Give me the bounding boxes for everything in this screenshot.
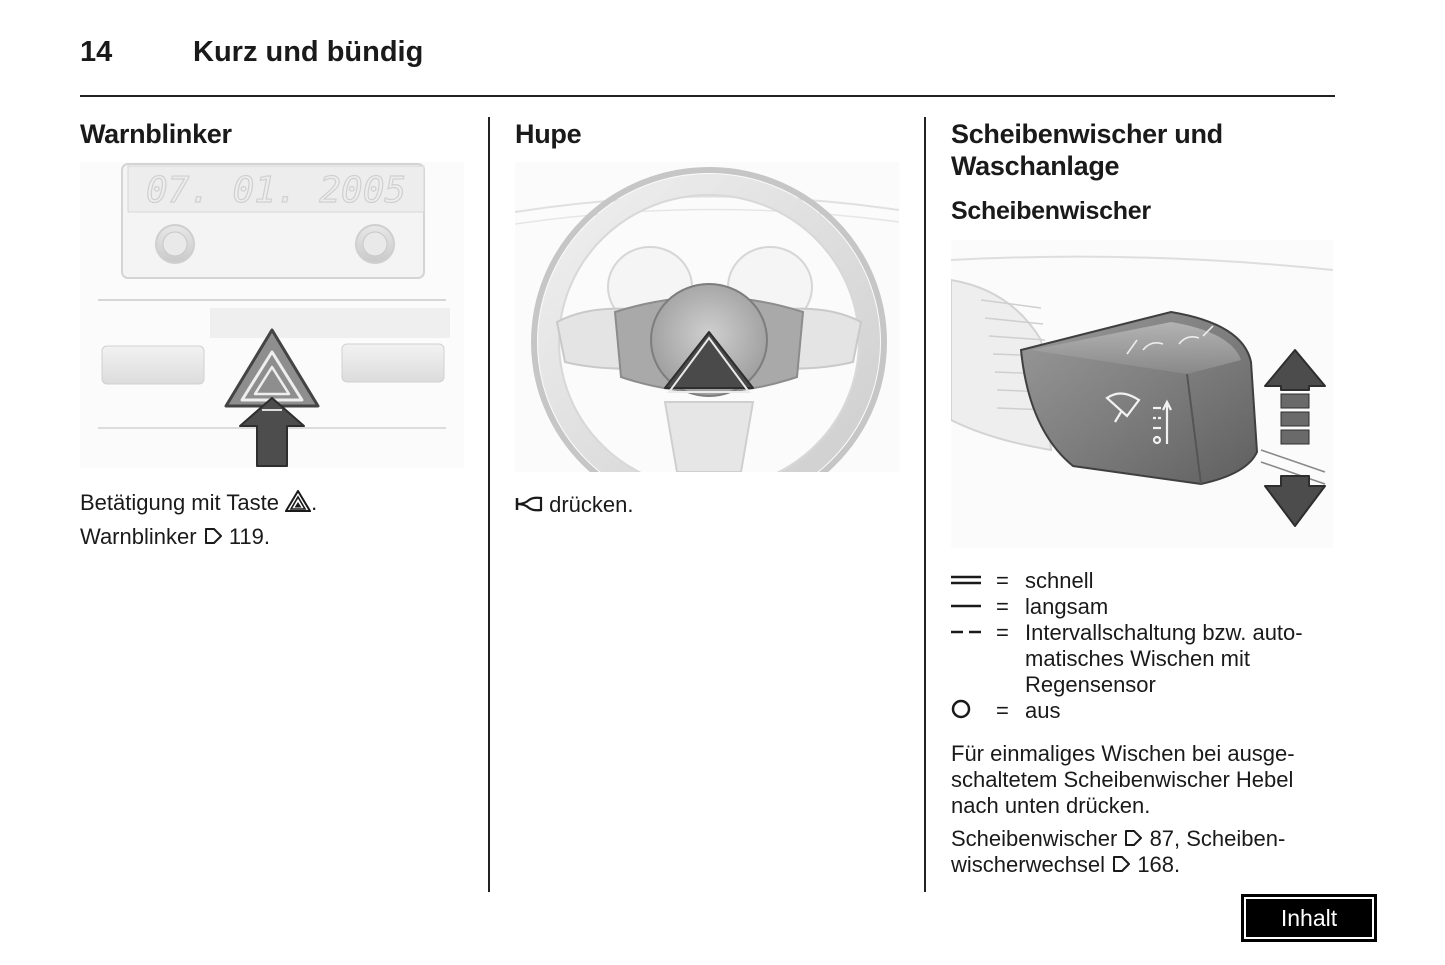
page-reference-arrow-icon xyxy=(1123,828,1143,848)
legend-row-intervall xyxy=(951,620,1335,698)
hupe-text xyxy=(515,492,634,518)
wiper-paragraph-2 xyxy=(951,826,1341,878)
legend-equals: = xyxy=(996,620,1009,645)
wiper-change-page-link[interactable]: 168. xyxy=(1137,852,1181,877)
legend-text-line: matisches Wischen mit xyxy=(1025,646,1250,671)
hazard-switch-illustration xyxy=(80,162,464,468)
paragraph-line: nach unten drücken. xyxy=(951,793,1151,818)
legend-row-aus xyxy=(951,698,1335,724)
horn-icon xyxy=(515,494,543,514)
legend-equals: = xyxy=(996,594,1009,619)
legend-equals: = xyxy=(996,568,1009,593)
warnblinker-ref-label: Warnblinker xyxy=(80,524,197,549)
double-line-icon xyxy=(951,568,983,594)
legend-text-line: Intervallschaltung bzw. auto- xyxy=(1025,620,1303,645)
hazard-triangle-icon xyxy=(285,490,311,512)
circle-off-icon xyxy=(951,698,983,724)
wiper-page-link[interactable]: 87, Scheiben- xyxy=(1149,826,1286,851)
heading-line-1: Scheibenwischer und xyxy=(951,119,1223,149)
legend-text-aus: aus xyxy=(1025,698,1061,723)
warnblinker-period: . xyxy=(311,490,318,515)
page-reference-arrow-icon xyxy=(1111,854,1131,874)
section-heading-hupe: Hupe xyxy=(515,119,582,149)
section-heading-scheibenwischer xyxy=(951,118,1331,182)
wiper-change-ref-label: wischerwechsel xyxy=(951,852,1106,877)
subheading-scheibenwischer: Scheibenwischer xyxy=(951,197,1151,225)
wiper-lever-drawing xyxy=(951,240,1333,548)
inhalt-button[interactable]: Inhalt xyxy=(1241,894,1377,942)
warnblinker-text-line-1 xyxy=(80,490,317,516)
legend-text-langsam: langsam xyxy=(1025,594,1109,619)
column-divider-2 xyxy=(924,117,926,892)
heading-line-2: Waschanlage xyxy=(951,151,1120,181)
wiper-paragraph-1 xyxy=(951,741,1341,819)
section-heading-warnblinker: Warnblinker xyxy=(80,119,232,149)
steering-wheel-drawing xyxy=(515,162,899,472)
legend-text-schnell: schnell xyxy=(1025,568,1094,593)
legend-row-langsam xyxy=(951,594,1335,620)
hazard-switch-drawing xyxy=(80,162,464,468)
header-divider xyxy=(80,95,1335,97)
page-number: 14 xyxy=(80,36,113,68)
wiper-ref-label: Scheibenwischer xyxy=(951,826,1118,851)
radio-display-text: 07. 01. 2005 xyxy=(145,170,407,211)
paragraph-line: Für einmaliges Wischen bei ausge- xyxy=(951,741,1295,766)
page-reference-arrow-icon xyxy=(203,526,223,546)
warnblinker-text-line-2 xyxy=(80,524,270,550)
warnblinker-instruction: Betätigung mit Taste xyxy=(80,490,279,515)
legend-row-schnell xyxy=(951,568,1335,594)
steering-wheel-illustration xyxy=(515,162,899,472)
paragraph-line: schaltetem Scheibenwischer Hebel xyxy=(951,767,1294,792)
legend-text-line: Regensensor xyxy=(1025,672,1156,697)
legend-text-intervall xyxy=(1025,620,1345,698)
column-divider-1 xyxy=(488,117,490,892)
dashed-line-icon xyxy=(951,620,983,646)
page-title: Kurz und bündig xyxy=(193,36,424,68)
hupe-instruction: drücken. xyxy=(549,492,634,517)
warnblinker-page-link[interactable]: 119. xyxy=(228,524,270,549)
single-line-icon xyxy=(951,594,983,620)
paragraph-line xyxy=(951,852,1341,878)
paragraph-line xyxy=(951,826,1341,852)
wiper-lever-illustration xyxy=(951,240,1333,548)
legend-equals: = xyxy=(996,698,1009,723)
